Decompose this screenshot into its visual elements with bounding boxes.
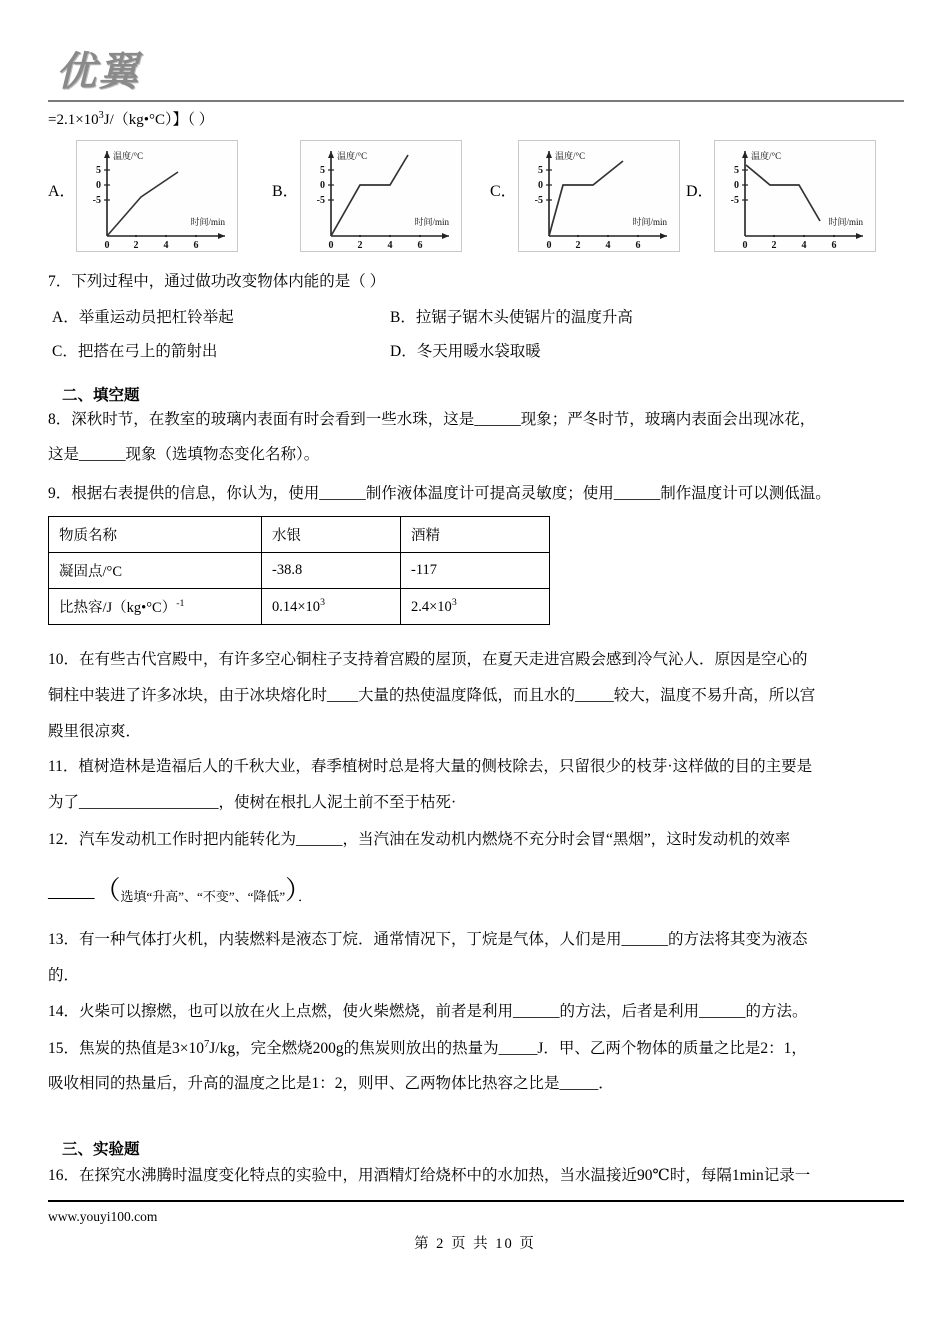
option-a-label: A． [48, 183, 76, 200]
svg-text:0: 0 [538, 180, 543, 191]
table-cell-capacity-alcohol [401, 589, 550, 625]
q15-text-pre: 15．焦炭的热值是3×10 [48, 1040, 204, 1058]
svg-text:4: 4 [605, 240, 611, 251]
svg-text:-5: -5 [534, 195, 543, 206]
q7-option-b: B．拉锯子锯木头使锯片的温度升高 [390, 309, 633, 326]
q13-line-2: 的． [48, 967, 80, 984]
q7-stem: 7．下列过程中，通过做功改变物体内能的是（ ） [48, 273, 386, 290]
q10-line-1: 10．在有些古代宫殿中，有许多空心铜柱子支持着宫殿的屋顶，在夏天走进宫殿会感到冷气沁人．原因是空心的 [48, 651, 808, 668]
capacity-mercury-text: 0.14×10 [272, 598, 321, 615]
q7-option-c: C．把搭在弓上的箭射出 [52, 343, 218, 360]
option-c-label: C． [490, 183, 517, 200]
table-cell-capacity-mercury [262, 589, 401, 625]
table-row [49, 589, 550, 625]
option-d-label: D． [686, 183, 714, 200]
section-2-title: 二、填空题 [62, 387, 140, 404]
svg-text:6: 6 [417, 240, 423, 251]
table-cell-name-label: 物质名称 [49, 517, 262, 553]
q11-line-2: 为了__________________，使树在根扎人泥土前不至于枯死· [48, 794, 457, 811]
q14-line-1: 14．火柴可以擦燃，也可以放在火上点燃，使火柴燃烧，前者是利用______的方法，后者是利用______的方法。 [48, 1003, 808, 1020]
footer-page-number: 第 2 页 共 10 页 [414, 1236, 536, 1252]
formula-suffix: J/（kg•°C）】（ ） [103, 112, 214, 128]
svg-text:6: 6 [831, 240, 837, 251]
table-cell-alcohol-label: 酒精 [401, 517, 550, 553]
table-cell-freezing-mercury: -38.8 [262, 553, 401, 589]
svg-text:0: 0 [320, 180, 325, 191]
section-3-title: 三、实验题 [62, 1141, 140, 1158]
q7-option-a: A．举重运动员把杠铃举起 [52, 309, 234, 326]
svg-text:温度/°C: 温度/°C [113, 151, 144, 161]
table-cell-freezing-label: 凝固点/°C [49, 553, 262, 589]
option-d-graph [714, 140, 876, 252]
q7-option-d: D．冬天用暖水袋取暖 [390, 343, 541, 360]
q12-tail: ． [298, 889, 312, 904]
table-row [49, 553, 550, 589]
q12-hint-text: 选填“升高”、“不变”、“降低” [120, 889, 286, 904]
svg-text:-5: -5 [92, 195, 101, 206]
option-b-label: B． [272, 183, 299, 200]
svg-text:时间/min: 时间/min [828, 217, 863, 227]
svg-text:4: 4 [163, 240, 169, 251]
svg-text:0: 0 [742, 240, 748, 251]
q12-blank: ______ [48, 884, 95, 901]
q10-line-2: 铜柱中装进了许多冰块，由于冰块熔化时____大量的热使温度降低，而且水的_____较大，温度不易升高，所以宫 [48, 687, 816, 704]
svg-text:5: 5 [734, 165, 739, 176]
svg-text:4: 4 [387, 240, 393, 251]
svg-text:5: 5 [538, 165, 543, 176]
svg-text:温度/°C: 温度/°C [751, 151, 782, 161]
svg-text:5: 5 [320, 165, 325, 176]
svg-text:6: 6 [635, 240, 641, 251]
svg-text:温度/°C: 温度/°C [337, 151, 368, 161]
svg-text:0: 0 [734, 180, 739, 191]
capacity-alcohol-text: 2.4×10 [411, 598, 452, 615]
svg-text:0: 0 [328, 240, 334, 251]
capacity-label-sup: -1 [176, 598, 185, 610]
svg-text:0: 0 [96, 180, 101, 191]
substance-table [48, 516, 550, 625]
q12-line-2 [48, 870, 311, 907]
option-a-graph [76, 140, 238, 252]
svg-text:时间/min: 时间/min [190, 217, 225, 227]
footer-divider [48, 1200, 904, 1202]
svg-text:-5: -5 [730, 195, 739, 206]
q8-line-2: 这是______现象（选填物态变化名称）。 [48, 446, 320, 463]
option-b-graph [300, 140, 462, 252]
formula-prefix: =2.1×10 [48, 112, 99, 128]
q12-line-1: 12．汽车发动机工作时把内能转化为______，当汽油在发动机内燃烧不充分时会冒“黑烟”，这时发动机的效率 [48, 831, 791, 848]
q15-exponent: 7 [204, 1039, 210, 1050]
svg-text:6: 6 [193, 240, 199, 251]
svg-text:0: 0 [546, 240, 552, 251]
svg-text:2: 2 [357, 240, 363, 251]
svg-text:4: 4 [801, 240, 807, 251]
capacity-label-text: 比热容/J（kg•°C） [59, 600, 177, 616]
q13-line-1: 13．有一种气体打火机，内装燃料是液态丁烷．通常情况下，丁烷是气体，人们是用______的方法将其变为液态 [48, 931, 808, 948]
q15-text-post: J/kg，完全燃烧200g的焦炭则放出的热量为_____J．甲、乙两个物体的质量之比是2：1， [209, 1040, 807, 1058]
q12-paren-close: ） [285, 876, 299, 905]
q8-line-1: 8．深秋时节，在教室的玻璃内表面有时会看到一些水珠，这是______现象；严冬时节，玻璃内表面会出现冰花， [48, 411, 816, 428]
header-divider [48, 100, 904, 102]
capacity-mercury-sup: 3 [320, 597, 325, 609]
table-row [49, 517, 550, 553]
svg-text:2: 2 [133, 240, 139, 251]
q15-line-1 [48, 1038, 807, 1060]
capacity-alcohol-sup: 3 [451, 597, 457, 609]
svg-text:2: 2 [575, 240, 581, 251]
table-cell-mercury-label: 水银 [262, 517, 401, 553]
q16-line-1: 16．在探究水沸腾时温度变化特点的实验中，用酒精灯给烧杯中的水加热，当水温接近90℃时，每隔1min记录一 [48, 1167, 811, 1184]
svg-text:5: 5 [96, 165, 101, 176]
q12-paren-open: （ [94, 876, 121, 905]
svg-text:时间/min: 时间/min [414, 217, 449, 227]
footer-url: www.youyi100.com [48, 1209, 158, 1224]
table-cell-freezing-alcohol: -117 [401, 553, 550, 589]
youyi-logo: 优翼 [56, 49, 140, 94]
formula-continuation [48, 108, 214, 129]
q10-line-3: 殿里很凉爽． [48, 723, 142, 740]
q15-line-2: 吸收相同的热量后，升高的温度之比是1：2，则甲、乙两物体比热容之比是_____． [48, 1075, 614, 1092]
table-cell-capacity-label [49, 589, 262, 625]
svg-text:-5: -5 [316, 195, 325, 206]
svg-text:温度/°C: 温度/°C [555, 151, 586, 161]
formula-exponent: 3 [98, 110, 104, 121]
svg-text:0: 0 [104, 240, 110, 251]
q11-line-1: 11．植树造林是造福后人的千秋大业，春季植树时总是将大量的侧枝除去，只留很少的枝芽·这样做的目的主要是 [48, 758, 813, 775]
option-c-graph [518, 140, 680, 252]
q9-stem: 9．根据右表提供的信息，你认为，使用______制作液体温度计可提高灵敏度；使用______制作温度计可以测低温。 [48, 485, 831, 502]
svg-text:时间/min: 时间/min [632, 217, 667, 227]
svg-text:2: 2 [771, 240, 777, 251]
